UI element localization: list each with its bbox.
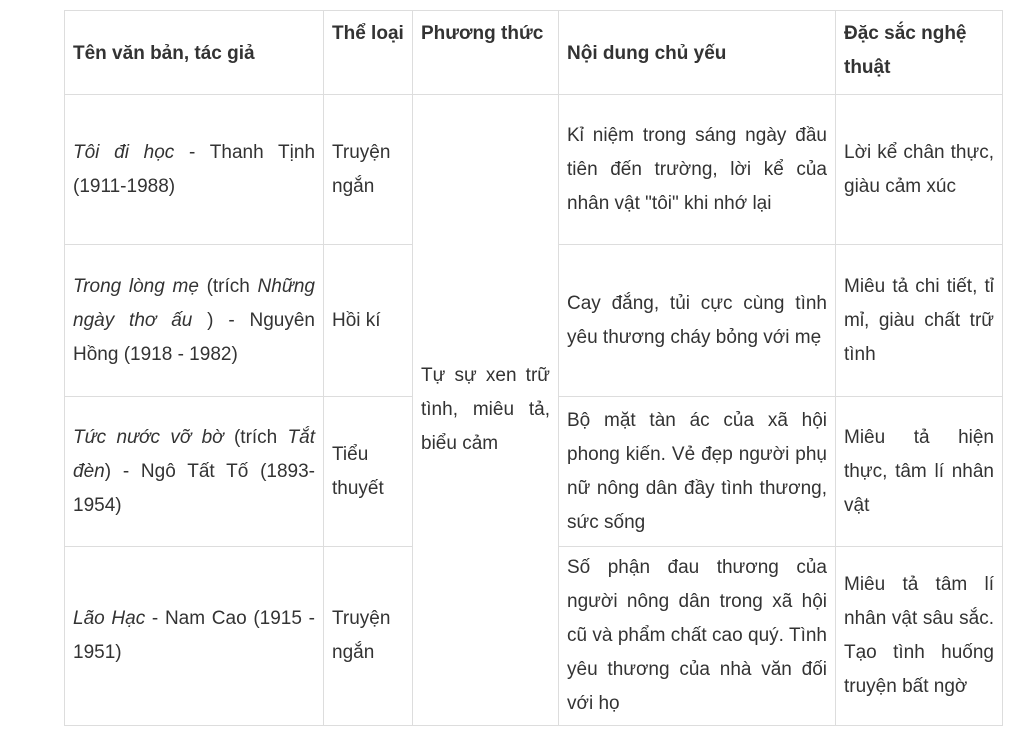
- author-info: ) - Nguyên Hồng (1918 - 1982): [73, 309, 315, 365]
- excerpt-prefix: (trích: [198, 275, 258, 297]
- work-title: Trong lòng mẹ: [73, 275, 199, 297]
- source-work: Tắt đèn: [73, 426, 315, 482]
- author-info: - Thanh Tịnh (1911-1988): [73, 141, 316, 197]
- cell-content: Số phận đau thương của người nông dân trong xã hội cũ và phẩm chất cao quý. Tình yêu thương của nhà văn đối với họ: [559, 547, 836, 726]
- header-genre: Thể loại: [324, 11, 413, 95]
- cell-art: Miêu tả hiện thực, tâm lí nhân vật: [836, 397, 1003, 547]
- table-header-row: [65, 11, 1003, 95]
- cell-art: Miêu tả chi tiết, tỉ mỉ, giàu chất trữ tình: [836, 245, 1003, 397]
- work-title: Tức nước vỡ bờ: [73, 426, 224, 448]
- cell-title-author: [65, 245, 324, 397]
- cell-genre: Hồi kí: [324, 245, 413, 397]
- cell-title-author: [65, 547, 324, 726]
- literature-summary-table: [64, 10, 1003, 726]
- cell-genre: Truyện ngắn: [324, 547, 413, 726]
- work-title: Lão Hạc: [73, 608, 146, 629]
- cell-content: Bộ mặt tàn ác của xã hội phong kiến. Vẻ đẹp người phụ nữ nông dân đầy tình thương, sức sống: [559, 397, 836, 547]
- author-info: - Nam Cao (1915 - 1951): [73, 608, 315, 663]
- header-art: Đặc sắc nghệ thuật: [836, 11, 1003, 95]
- header-title-author: Tên văn bản, tác giả: [65, 11, 324, 95]
- table-row: [65, 95, 1003, 245]
- work-title: Tôi đi học: [73, 141, 175, 163]
- cell-title-author: [65, 397, 324, 547]
- cell-title-author: [65, 95, 324, 245]
- cell-genre: Truyện ngắn: [324, 95, 413, 245]
- header-content: Nội dung chủ yếu: [559, 11, 836, 95]
- source-work: Những ngày thơ ấu: [73, 275, 315, 331]
- cell-content: Cay đắng, tủi cực cùng tình yêu thương cháy bỏng với mẹ: [559, 245, 836, 397]
- cell-art: Lời kể chân thực, giàu cảm xúc: [836, 95, 1003, 245]
- cell-art: Miêu tả tâm lí nhân vật sâu sắc. Tạo tình huống truyện bất ngờ: [836, 547, 1003, 726]
- author-info: ) - Ngô Tất Tố (1893-1954): [73, 460, 315, 516]
- excerpt-prefix: (trích: [223, 426, 288, 448]
- cell-shared-mode: Tự sự xen trữ tình, miêu tả, biểu cảm: [413, 95, 559, 726]
- cell-genre: Tiểu thuyết: [324, 397, 413, 547]
- header-mode: Phương thức: [413, 11, 559, 95]
- cell-content: Kỉ niệm trong sáng ngày đầu tiên đến trường, lời kể của nhân vật "tôi" khi nhớ lại: [559, 95, 836, 245]
